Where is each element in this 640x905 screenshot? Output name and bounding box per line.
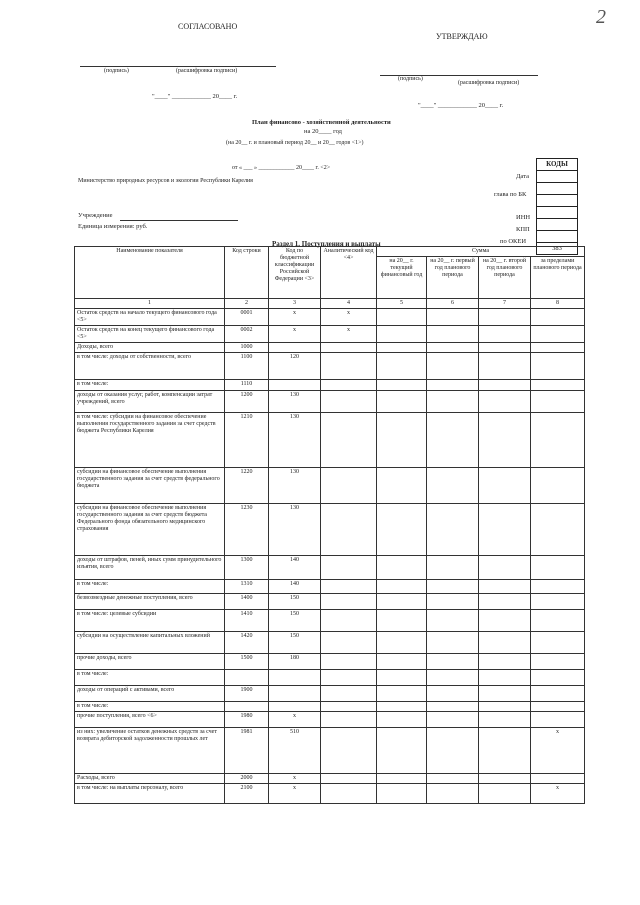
row-sum-year3-cell: [479, 654, 531, 670]
row-code-cell: 1420: [225, 632, 269, 654]
row-sum-year2-cell: [427, 686, 479, 702]
row-name-cell: из них: увеличение остатков денежных средств за счет возврата дебиторской задолженности прошлых лет: [75, 728, 225, 774]
row-budget-code-cell: 130: [269, 391, 321, 413]
row-code-cell: 1310: [225, 580, 269, 594]
column-number-cell: 7: [479, 299, 531, 309]
row-code-cell: 1500: [225, 654, 269, 670]
row-sum-year3-cell: [479, 670, 531, 686]
row-budget-code-cell: 180: [269, 654, 321, 670]
row-analytic-code-cell: x: [321, 326, 377, 343]
codes-box: [536, 158, 578, 255]
header-name: Наименование показателя: [75, 247, 225, 299]
row-sum-year3-cell: [479, 784, 531, 804]
row-sum-year1-cell: [377, 556, 427, 580]
row-sum-year2-cell: [427, 654, 479, 670]
column-number-cell: 1: [75, 299, 225, 309]
row-analytic-code-cell: [321, 632, 377, 654]
row-budget-code-cell: 150: [269, 610, 321, 632]
row-sum-year4-cell: [531, 702, 585, 712]
row-budget-code-cell: x: [269, 784, 321, 804]
row-analytic-code-cell: [321, 670, 377, 686]
row-budget-code-cell: [269, 686, 321, 702]
row-code-cell: 1110: [225, 380, 269, 391]
approved-label: УТВЕРЖДАЮ: [436, 32, 488, 41]
row-sum-year4-cell: [531, 504, 585, 556]
row-name-cell: доходы от операций с активами, всего: [75, 686, 225, 702]
row-budget-code-cell: 130: [269, 468, 321, 504]
page-number-mark: 2: [596, 6, 606, 28]
table-row: [75, 353, 585, 380]
codes-cell: [537, 194, 577, 206]
codes-label-okei: по ОКЕИ: [500, 238, 527, 245]
codes-label-kpp: КПП: [516, 226, 530, 233]
row-name-cell: в том числе: доходы от собственности, всего: [75, 353, 225, 380]
row-sum-year4-cell: [531, 468, 585, 504]
row-sum-year1-cell: [377, 353, 427, 380]
agreed-label: СОГЛАСОВАНО: [178, 22, 238, 31]
row-sum-year2-cell: [427, 610, 479, 632]
row-sum-year3-cell: [479, 686, 531, 702]
row-sum-year4-cell: [531, 326, 585, 343]
row-sum-year1-cell: [377, 686, 427, 702]
row-name-cell: Остаток средств на конец текущего финансового года <5>: [75, 326, 225, 343]
row-budget-code-cell: x: [269, 326, 321, 343]
row-sum-year2-cell: [427, 728, 479, 774]
row-sum-year3-cell: [479, 712, 531, 728]
row-sum-year3-cell: [479, 504, 531, 556]
codes-okei-value: 383: [537, 242, 577, 254]
column-number-cell: 4: [321, 299, 377, 309]
section-title: Раздел 1. Поступления и выплаты: [272, 240, 381, 248]
row-sum-year2-cell: [427, 413, 479, 468]
row-sum-year2-cell: [427, 712, 479, 728]
column-number-cell: 6: [427, 299, 479, 309]
row-analytic-code-cell: [321, 468, 377, 504]
row-sum-year1-cell: [377, 654, 427, 670]
row-sum-year3-cell: [479, 610, 531, 632]
row-analytic-code-cell: [321, 774, 377, 784]
row-analytic-code-cell: [321, 556, 377, 580]
column-number-cell: 2: [225, 299, 269, 309]
row-sum-year2-cell: [427, 504, 479, 556]
row-sum-year2-cell: [427, 326, 479, 343]
date-left: "____" ____________ 20____ г.: [152, 93, 238, 100]
row-sum-year3-cell: [479, 728, 531, 774]
row-name-cell: в том числе: целевые субсидии: [75, 610, 225, 632]
table-row: [75, 326, 585, 343]
row-budget-code-cell: x: [269, 774, 321, 784]
sign-caption-left: (подпись): [104, 68, 129, 74]
row-code-cell: 1900: [225, 686, 269, 702]
plan-title: План финансово - хозяйственной деятельности: [252, 119, 391, 126]
row-analytic-code-cell: [321, 712, 377, 728]
header-budget-code: Код по бюджетной классификации Российской Федерации <3>: [269, 247, 321, 299]
row-sum-year2-cell: [427, 580, 479, 594]
table-row: [75, 774, 585, 784]
row-name-cell: в том числе:: [75, 702, 225, 712]
row-budget-code-cell: [269, 380, 321, 391]
row-name-cell: Доходы, всего: [75, 343, 225, 353]
codes-cell: [537, 230, 577, 242]
row-sum-year1-cell: [377, 468, 427, 504]
column-number-cell: 8: [531, 299, 585, 309]
row-sum-year2-cell: [427, 391, 479, 413]
row-sum-year1-cell: [377, 380, 427, 391]
row-budget-code-cell: [269, 343, 321, 353]
decode-caption-left: (расшифровка подписи): [176, 68, 238, 74]
codes-label-inn: ИНН: [516, 214, 531, 221]
row-budget-code-cell: 150: [269, 594, 321, 610]
codes-label-chapter: глава по БК: [494, 191, 527, 198]
unit-label: Единица измерения: руб.: [78, 223, 148, 230]
row-sum-year4-cell: [531, 580, 585, 594]
plan-date: от « ___ » ____________ 20____ г. <2>: [232, 165, 331, 171]
row-sum-year2-cell: [427, 774, 479, 784]
row-name-cell: субсидии на финансовое обеспечение выполнения государственного задания за счет средств бюджета Федерального фонда обязательного медицинского страхования: [75, 504, 225, 556]
row-sum-year1-cell: [377, 702, 427, 712]
row-analytic-code-cell: [321, 380, 377, 391]
row-sum-year4-cell: [531, 670, 585, 686]
row-sum-year1-cell: [377, 670, 427, 686]
institution-label: Учреждение: [78, 212, 113, 219]
row-code-cell: 1220: [225, 468, 269, 504]
row-sum-year2-cell: [427, 702, 479, 712]
row-sum-year2-cell: [427, 353, 479, 380]
row-code-cell: [225, 702, 269, 712]
row-name-cell: в том числе: субсидии на финансовое обеспечение выполнения государственного задания за счет средств бюджета Республики Карелия: [75, 413, 225, 468]
table-row: [75, 556, 585, 580]
row-code-cell: 0001: [225, 309, 269, 326]
row-sum-year4-cell: [531, 594, 585, 610]
row-code-cell: 1300: [225, 556, 269, 580]
row-budget-code-cell: [269, 702, 321, 712]
row-sum-year2-cell: [427, 343, 479, 353]
ministry-name: Министерство природных ресурсов и экологии Республики Карелия: [78, 178, 253, 184]
row-code-cell: [225, 670, 269, 686]
row-sum-year3-cell: [479, 326, 531, 343]
row-sum-year1-cell: [377, 594, 427, 610]
row-budget-code-cell: 120: [269, 353, 321, 380]
row-sum-year1-cell: [377, 343, 427, 353]
header-sum: Сумма: [377, 247, 585, 257]
row-analytic-code-cell: [321, 391, 377, 413]
row-code-cell: 1410: [225, 610, 269, 632]
row-sum-year1-cell: [377, 632, 427, 654]
row-sum-year2-cell: [427, 594, 479, 610]
row-sum-year3-cell: [479, 774, 531, 784]
sign-caption-right: (подпись): [398, 76, 423, 82]
row-sum-year1-cell: [377, 391, 427, 413]
codes-cell: [537, 218, 577, 230]
row-budget-code-cell: 150: [269, 632, 321, 654]
row-code-cell: 1230: [225, 504, 269, 556]
row-sum-year4-cell: [531, 774, 585, 784]
column-number-cell: 3: [269, 299, 321, 309]
row-sum-year3-cell: [479, 380, 531, 391]
codes-cell: [537, 170, 577, 182]
row-name-cell: прочие поступления, всего <6>: [75, 712, 225, 728]
codes-cell: [537, 206, 577, 218]
row-code-cell: 1981: [225, 728, 269, 774]
row-sum-year4-cell: [531, 353, 585, 380]
row-code-cell: 1400: [225, 594, 269, 610]
row-budget-code-cell: 140: [269, 580, 321, 594]
row-sum-year4-cell: [531, 610, 585, 632]
row-sum-year1-cell: [377, 712, 427, 728]
row-analytic-code-cell: [321, 654, 377, 670]
row-name-cell: доходы от штрафов, пеней, иных сумм принудительного изъятия, всего: [75, 556, 225, 580]
row-sum-year4-cell: [531, 343, 585, 353]
row-sum-year2-cell: [427, 468, 479, 504]
header-year-2: на 20__ г. первый год планового периода: [427, 257, 479, 299]
table-row: [75, 686, 585, 702]
column-number-cell: 5: [377, 299, 427, 309]
row-sum-year2-cell: [427, 380, 479, 391]
row-sum-year3-cell: [479, 391, 531, 413]
row-name-cell: в том числе:: [75, 670, 225, 686]
row-name-cell: Остаток средств на начало текущего финансового года <5>: [75, 309, 225, 326]
row-budget-code-cell: x: [269, 309, 321, 326]
row-sum-year4-cell: [531, 309, 585, 326]
row-sum-year4-cell: [531, 413, 585, 468]
table-row: [75, 654, 585, 670]
row-name-cell: в том числе:: [75, 380, 225, 391]
row-budget-code-cell: 140: [269, 556, 321, 580]
row-sum-year1-cell: [377, 580, 427, 594]
row-analytic-code-cell: [321, 610, 377, 632]
table-row: [75, 670, 585, 686]
codes-cell: [537, 182, 577, 194]
row-sum-year4-cell: [531, 556, 585, 580]
table-row: [75, 380, 585, 391]
row-sum-year3-cell: [479, 353, 531, 380]
row-sum-year4-cell: [531, 391, 585, 413]
row-sum-year1-cell: [377, 610, 427, 632]
row-sum-year3-cell: [479, 468, 531, 504]
plan-year: на 20____ год: [304, 128, 342, 135]
row-analytic-code-cell: [321, 594, 377, 610]
codes-heading: КОДЫ: [546, 160, 568, 168]
row-sum-year1-cell: [377, 504, 427, 556]
row-budget-code-cell: 130: [269, 504, 321, 556]
row-analytic-code-cell: [321, 413, 377, 468]
row-sum-year2-cell: [427, 670, 479, 686]
row-sum-year4-cell: [531, 380, 585, 391]
table-row: [75, 343, 585, 353]
row-code-cell: 2100: [225, 784, 269, 804]
row-sum-year2-cell: [427, 309, 479, 326]
row-sum-year1-cell: [377, 784, 427, 804]
row-name-cell: доходы от оказания услуг, работ, компенсации затрат учреждений, всего: [75, 391, 225, 413]
row-sum-year1-cell: [377, 728, 427, 774]
row-analytic-code-cell: [321, 580, 377, 594]
table-row: [75, 468, 585, 504]
table-row: [75, 504, 585, 556]
table-row: [75, 702, 585, 712]
row-sum-year3-cell: [479, 580, 531, 594]
row-sum-year3-cell: [479, 413, 531, 468]
header-year-3: на 20__ г. второй год планового периода: [479, 257, 531, 299]
table-row: [75, 309, 585, 326]
row-sum-year1-cell: [377, 326, 427, 343]
row-analytic-code-cell: [321, 702, 377, 712]
row-analytic-code-cell: [321, 504, 377, 556]
header-code: Код строки: [225, 247, 269, 299]
row-code-cell: 2000: [225, 774, 269, 784]
row-budget-code-cell: x: [269, 712, 321, 728]
institution-line: [120, 220, 238, 221]
decode-caption-right: (расшифровка подписи): [458, 80, 520, 86]
table-row: [75, 784, 585, 804]
row-budget-code-cell: [269, 670, 321, 686]
row-code-cell: 1100: [225, 353, 269, 380]
plan-period: (на 20__ г. и плановый период 20__ и 20__ годов <1>): [226, 140, 364, 146]
row-sum-year3-cell: [479, 632, 531, 654]
row-code-cell: 0002: [225, 326, 269, 343]
row-sum-year3-cell: [479, 309, 531, 326]
sign-line-left: [80, 66, 276, 67]
row-analytic-code-cell: [321, 784, 377, 804]
row-sum-year1-cell: [377, 413, 427, 468]
row-name-cell: в том числе: на выплаты персоналу, всего: [75, 784, 225, 804]
codes-label-date: Дата: [516, 173, 529, 180]
row-sum-year2-cell: [427, 784, 479, 804]
row-name-cell: безвозмездные денежные поступления, всего: [75, 594, 225, 610]
row-budget-code-cell: 510: [269, 728, 321, 774]
row-sum-year3-cell: [479, 343, 531, 353]
header-analytic-code: Аналитический код <4>: [321, 247, 377, 299]
row-sum-year4-cell: [531, 632, 585, 654]
column-numbers-row: [75, 299, 585, 309]
row-sum-year2-cell: [427, 632, 479, 654]
row-sum-year3-cell: [479, 702, 531, 712]
row-name-cell: Расходы, всего: [75, 774, 225, 784]
row-analytic-code-cell: [321, 728, 377, 774]
row-analytic-code-cell: [321, 353, 377, 380]
row-sum-year4-cell: [531, 654, 585, 670]
row-sum-year4-cell: [531, 712, 585, 728]
table-row: [75, 610, 585, 632]
row-name-cell: в том числе:: [75, 580, 225, 594]
receipts-payments-table: [74, 246, 585, 804]
row-budget-code-cell: 130: [269, 413, 321, 468]
row-sum-year3-cell: [479, 556, 531, 580]
date-right: "____" ____________ 20____ г.: [418, 102, 504, 109]
row-code-cell: 1210: [225, 413, 269, 468]
row-sum-year2-cell: [427, 556, 479, 580]
table-row: [75, 580, 585, 594]
table-row: [75, 391, 585, 413]
row-sum-year1-cell: [377, 774, 427, 784]
row-sum-year4-cell: x: [531, 784, 585, 804]
row-code-cell: 1980: [225, 712, 269, 728]
row-sum-year1-cell: [377, 309, 427, 326]
table-row: [75, 594, 585, 610]
table-row: [75, 728, 585, 774]
row-analytic-code-cell: [321, 343, 377, 353]
header-year-1: на 20__ г. текущий финансовый год: [377, 257, 427, 299]
table-row: [75, 413, 585, 468]
table-row: [75, 632, 585, 654]
row-sum-year3-cell: [479, 594, 531, 610]
header-year-4: за пределами планового периода: [531, 257, 585, 299]
row-analytic-code-cell: x: [321, 309, 377, 326]
row-code-cell: 1200: [225, 391, 269, 413]
row-code-cell: 1000: [225, 343, 269, 353]
row-analytic-code-cell: [321, 686, 377, 702]
row-name-cell: прочие доходы, всего: [75, 654, 225, 670]
row-name-cell: субсидии на финансовое обеспечение выполнения государственного задания за счет средств федерального бюджета: [75, 468, 225, 504]
row-sum-year4-cell: x: [531, 728, 585, 774]
row-name-cell: субсидии на осуществление капитальных вложений: [75, 632, 225, 654]
table-row: [75, 712, 585, 728]
row-sum-year4-cell: [531, 686, 585, 702]
